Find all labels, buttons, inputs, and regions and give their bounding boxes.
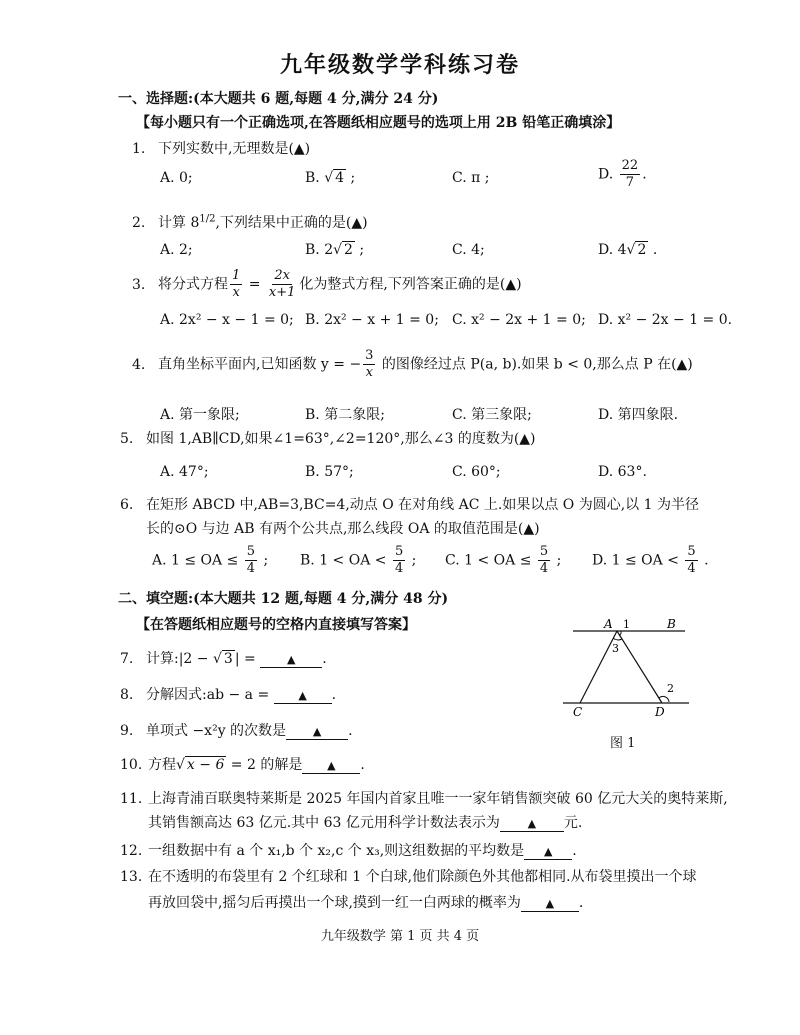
- angle-1-arc: [619, 631, 621, 636]
- question-2-stem: 2. 计算 $8^{1/2}$,下列结果中正确的是(▲): [132, 213, 368, 231]
- q6-option-b: B. 1 < OA < $\frac{5}{4}$ ;: [300, 544, 417, 576]
- section2-heading: 二、填空题:(本大题共 12 题,每题 4 分,满分 48 分): [118, 591, 449, 607]
- question-1-stem: 1. 下列实数中,无理数是(▲): [132, 141, 311, 157]
- question-5-stem: 5. 如图 1,AB∥CD,如果∠1=63°,∠2=120°,那么∠3 的度数为(▲): [120, 431, 536, 447]
- label-angle-3: 3: [612, 642, 619, 655]
- question-3-stem: 3. 将分式方程 $\frac{1}{x}$ = $\frac{2x}{x+1}$ 化为整式方程,下列答案正确的是(▲): [132, 268, 522, 300]
- q6-option-a: A. 1 ≤ OA ≤ $\frac{5}{4}$ ;: [152, 544, 269, 576]
- question-7: 7. 计算:|2 − √ 3 | = ▲ .: [120, 651, 327, 667]
- q4-option-c: C. 第三象限;: [452, 407, 532, 423]
- q2-option-b: B. 2√ 2 ;: [305, 242, 365, 258]
- question-12: 12. 一组数据中有 a 个 x₁,b 个 x₂,c 个 x₃,则这组数据的平均数是 ▲ .: [120, 843, 577, 859]
- question-13-line2: 再放回袋中,摇匀后再摸出一个球,摸到一红一白两球的概率为 ▲ .: [148, 895, 584, 911]
- angle-3-arc: [613, 638, 622, 640]
- question-6-line2: 长的⊙O 与边 AB 有两个公共点,那么线段 OA 的取值范围是(▲): [146, 521, 540, 537]
- q4-option-d: D. 第四象限.: [598, 407, 679, 423]
- q1-option-c: C. π ;: [452, 170, 490, 186]
- page-title: 九年级数学学科练习卷: [279, 53, 520, 78]
- question-8: 8. 分解因式:ab − a = ▲ .: [120, 687, 337, 703]
- q6-option-d: D. 1 ≤ OA < $\frac{5}{4}$ .: [592, 544, 709, 576]
- q5-option-a: A. 47°;: [160, 464, 209, 480]
- section1-heading: 一、选择题:(本大题共 6 题,每题 4 分,满分 24 分): [118, 91, 439, 107]
- question-10: 10. 方程√ x − 6 = 2 的解是 ▲ .: [120, 757, 365, 773]
- q6-option-c: C. 1 < OA ≤ $\frac{5}{4}$ ;: [445, 544, 562, 576]
- label-angle-2: 2: [667, 682, 674, 695]
- question-11-line2: 其销售额高达 63 亿元.其中 63 亿元用科学计数法表示为 ▲ 元.: [148, 815, 583, 831]
- question-6-line1: 6. 在矩形 ABCD 中,AB=3,BC=4,动点 O 在对角线 AC 上.如果以点 O 为圆心,以 1 为半径: [120, 497, 699, 513]
- q2-option-a: A. 2;: [160, 242, 193, 258]
- page-footer: 九年级数学 第 1 页 共 4 页: [320, 929, 480, 944]
- q4-option-a: A. 第一象限;: [160, 407, 240, 423]
- label-c: C: [573, 705, 583, 719]
- label-b: B: [667, 617, 676, 631]
- q3-option-d: D. x² − 2x − 1 = 0.: [598, 312, 733, 328]
- q3-option-a: A. 2x² − x − 1 = 0;: [160, 312, 294, 328]
- q5-option-d: D. 63°.: [598, 464, 647, 480]
- q5-option-c: C. 60°;: [452, 464, 501, 480]
- question-9: 9. 单项式 −x²y 的次数是 ▲ .: [120, 723, 353, 739]
- q2-option-c: C. 4;: [452, 242, 485, 258]
- q1-option-b: B. √ 4 ;: [305, 170, 356, 186]
- q2-option-d: D. 4√ 2 .: [598, 242, 658, 258]
- label-angle-1: 1: [623, 618, 630, 631]
- q1-option-a: A. 0;: [160, 170, 193, 186]
- q5-option-b: B. 57°;: [305, 464, 354, 480]
- q4-option-b: B. 第二象限;: [305, 407, 385, 423]
- q3-option-b: B. 2x² − x + 1 = 0;: [305, 312, 439, 328]
- q3-option-c: C. x² − 2x + 1 = 0;: [452, 312, 586, 328]
- figure-1: [555, 612, 695, 752]
- figure-1-caption: 图 1: [610, 736, 636, 751]
- label-a: A: [604, 617, 613, 631]
- q1-option-d: D. $\frac{22}{7}$ .: [598, 158, 647, 190]
- question-13-line1: 13. 在不透明的布袋里有 2 个红球和 1 个白球,他们除颜色外其他都相同.从布袋里摸出一个球: [120, 869, 697, 885]
- segment-ad: [617, 631, 662, 703]
- question-11-line1: 11. 上海青浦百联奥特莱斯是 2025 年国内首家且唯一一家年销售额突破 60 亿元大关的奥特莱斯,: [120, 791, 728, 807]
- label-d: D: [655, 705, 665, 719]
- section1-note: 【每小题只有一个正确选项,在答题纸相应题号的选项上用 2B 铅笔正确填涂】: [136, 115, 621, 131]
- question-4-stem: 4. 直角坐标平面内,已知函数 y = − $\frac{3}{x}$ 的图像经过点 P(a, b).如果 b < 0,那么点 P 在(▲): [132, 348, 693, 380]
- section2-note: 【在答题纸相应题号的空格内直接填写答案】: [136, 617, 416, 633]
